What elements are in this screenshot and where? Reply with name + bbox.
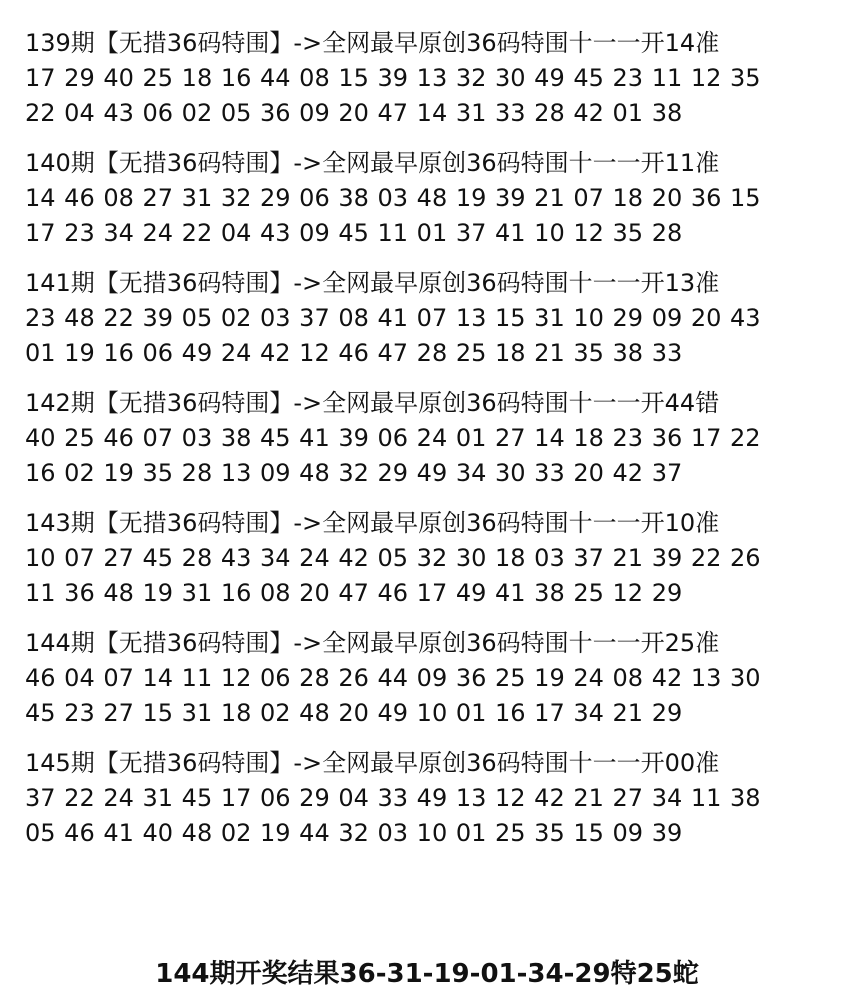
number-line: 11 36 48 19 31 16 08 20 47 46 17 49 41 38 25 12 29	[25, 579, 683, 607]
record-145	[25, 746, 845, 866]
record-header: 142期【无措36码特围】->全网最早原创36码特围十一一开44错	[25, 389, 720, 417]
number-line: 45 23 27 15 31 18 02 48 20 49 10 01 16 17 34 21 29	[25, 699, 683, 727]
number-line: 17 23 34 24 22 04 43 09 45 11 01 37 41 10 12 35 28	[25, 219, 683, 247]
number-line: 17 29 40 25 18 16 44 08 15 39 13 32 30 49 45 23 11 12 35	[25, 64, 761, 92]
number-line: 37 22 24 31 45 17 06 29 04 33 49 13 12 42 21 27 34 11 38	[25, 784, 761, 812]
number-line: 22 04 43 06 02 05 36 09 20 47 14 31 33 28 42 01 38	[25, 99, 683, 127]
record-141	[25, 266, 845, 386]
number-line: 16 02 19 35 28 13 09 48 32 29 49 34 30 33 20 42 37	[25, 459, 683, 487]
number-line: 23 48 22 39 05 02 03 37 08 41 07 13 15 31 10 29 09 20 43	[25, 304, 761, 332]
record-143	[25, 506, 845, 626]
record-header: 144期【无措36码特围】->全网最早原创36码特围十一一开25准	[25, 629, 720, 657]
number-line: 14 46 08 27 31 32 29 06 38 03 48 19 39 21 07 18 20 36 15	[25, 184, 761, 212]
draw-result-footer: 144期开奖结果36-31-19-01-34-29特25蛇	[155, 959, 699, 989]
records-list	[25, 26, 845, 866]
record-header: 140期【无措36码特围】->全网最早原创36码特围十一一开11准	[25, 149, 720, 177]
number-line: 05 46 41 40 48 02 19 44 32 03 10 01 25 35 15 09 39	[25, 819, 683, 847]
record-142	[25, 386, 845, 506]
record-header: 143期【无措36码特围】->全网最早原创36码特围十一一开10准	[25, 509, 720, 537]
number-line: 46 04 07 14 11 12 06 28 26 44 09 36 25 19 24 08 42 13 30	[25, 664, 761, 692]
record-header: 141期【无措36码特围】->全网最早原创36码特围十一一开13准	[25, 269, 720, 297]
record-header: 145期【无措36码特围】->全网最早原创36码特围十一一开00准	[25, 749, 720, 777]
record-144	[25, 626, 845, 746]
number-line: 10 07 27 45 28 43 34 24 42 05 32 30 18 03 37 21 39 22 26	[25, 544, 761, 572]
record-140	[25, 146, 845, 266]
record-139	[25, 26, 845, 146]
number-line: 01 19 16 06 49 24 42 12 46 47 28 25 18 21 35 38 33	[25, 339, 683, 367]
record-header: 139期【无措36码特围】->全网最早原创36码特围十一一开14准	[25, 29, 720, 57]
number-line: 40 25 46 07 03 38 45 41 39 06 24 01 27 14 18 23 36 17 22	[25, 424, 761, 452]
